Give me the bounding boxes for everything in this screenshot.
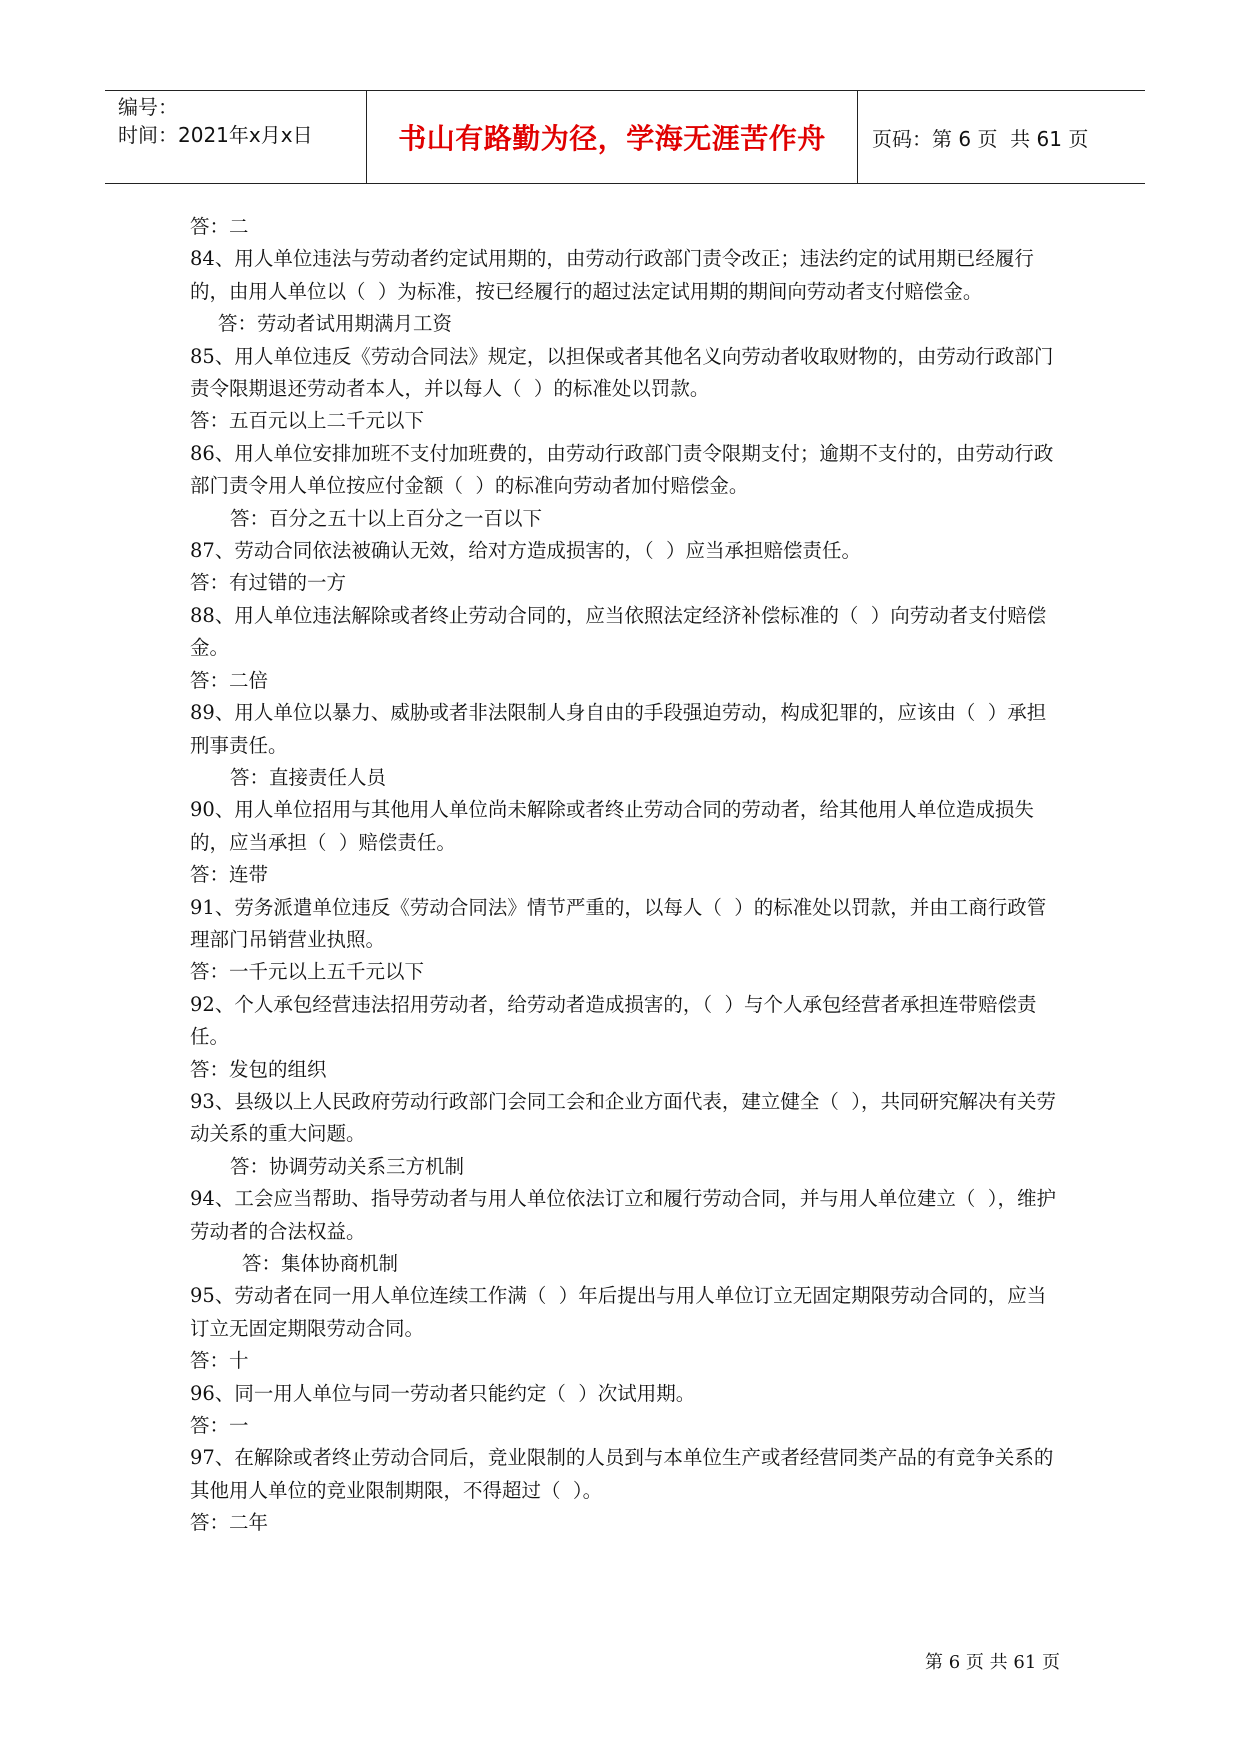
question-line: 85、用人单位违反《劳动合同法》规定，以担保或者其他名义向劳动者收取财物的，由劳动行政部门责令限期退还劳动者本人，并以每人（ ）的标准处以罚款。 (190, 344, 1054, 401)
question-line: 87、劳动合同依法被确认无效，给对方造成损害的，（ ）应当承担赔偿责任。 (190, 539, 861, 563)
page-header (105, 90, 1145, 184)
header-motto (367, 91, 858, 183)
answer-line: 答：劳动者试用期满月工资 (218, 312, 453, 336)
answer-line: 答：二 (190, 215, 249, 238)
answer-line: 答：一 (190, 1414, 249, 1438)
answer-line: 答：连带 (190, 863, 269, 887)
document-time-label: 时间：2021年x月x日 (118, 123, 313, 147)
question-line: 90、用人单位招用与其他用人单位尚未解除或者终止劳动合同的劳动者，给其他用人单位造成损失的，应当承担（ ）赔偿责任。 (190, 798, 1034, 854)
header-page-number: 页码：第 6 页 共 61 页 (872, 126, 1089, 151)
answer-line: 答：十 (190, 1349, 249, 1373)
answer-line: 答：百分之五十以上百分之一百以下 (230, 506, 543, 530)
header-meta (105, 91, 367, 183)
answer-line: 答：有过错的一方 (190, 571, 347, 595)
document-number-label: 编号： (118, 95, 178, 119)
answer-line: 答：发包的组织 (190, 1057, 327, 1081)
answer-line: 答：集体协商机制 (242, 1252, 399, 1275)
question-line: 92、个人承包经营违法招用劳动者，给劳动者造成损害的，（ ）与个人承包经营者承担连带赔偿责任。 (190, 992, 1037, 1049)
answer-line: 答：五百元以上二千元以下 (190, 409, 425, 433)
question-line: 94、工会应当帮助、指导劳动者与用人单位依法订立和履行劳动合同，并与用人单位建立（ ），维护劳动者的合法权益。 (190, 1187, 1056, 1243)
question-line: 96、同一用人单位与同一劳动者只能约定（ ）次试用期。 (190, 1381, 696, 1405)
page-footer (900, 1648, 1060, 1674)
question-line: 84、用人单位违法与劳动者约定试用期的，由劳动行政部门责令改正；违法约定的试用期已经履行的，由用人单位以（ ）为标准，按已经履行的超过法定试用期的期间向劳动者支付赔偿金。 (190, 247, 1034, 303)
question-line: 86、用人单位安排加班不支付加班费的，由劳动行政部门责令限期支付；逾期不支付的，由劳动行政部门责令用人单位按应付金额（ ）的标准向劳动者加付赔偿金。 (190, 441, 1054, 498)
answer-line: 答：二倍 (190, 668, 269, 692)
question-line: 91、劳务派遣单位违反《劳动合同法》情节严重的，以每人（ ）的标准处以罚款，并由工商行政管理部门吊销营业执照。 (190, 895, 1047, 951)
answer-line: 答：直接责任人员 (230, 765, 387, 789)
answer-line: 答：一千元以上五千元以下 (190, 960, 425, 984)
question-line: 93、县级以上人民政府劳动行政部门会同工会和企业方面代表，建立健全（ ），共同研究解决有关劳动关系的重大问题。 (190, 1089, 1056, 1146)
answer-line: 答：协调劳动关系三方机制 (230, 1154, 465, 1178)
header-page-info (858, 91, 1145, 183)
answer-line: 答：二年 (190, 1511, 269, 1535)
question-line: 95、劳动者在同一用人单位连续工作满（ ）年后提出与用人单位订立无固定期限劳动合同的，应当订立无固定期限劳动合同。 (190, 1284, 1047, 1340)
question-line: 89、用人单位以暴力、威胁或者非法限制人身自由的手段强迫劳动，构成犯罪的，应该由（ ）承担刑事责任。 (190, 701, 1047, 757)
question-line: 88、用人单位违法解除或者终止劳动合同的，应当依照法定经济补偿标准的（ ）向劳动者支付赔偿金。 (190, 603, 1047, 660)
question-line: 97、在解除或者终止劳动合同后，竞业限制的人员到与本单位生产或者经营同类产品的有竞争关系的其他用人单位的竞业限制期限，不得超过（ ）。 (190, 1446, 1054, 1502)
footer-page-number: 第 6 页 共 61 页 (925, 1652, 1060, 1673)
document-body (190, 211, 1060, 1540)
motto-text: 书山有路勤为径，学海无涯苦作舟 (398, 122, 826, 155)
